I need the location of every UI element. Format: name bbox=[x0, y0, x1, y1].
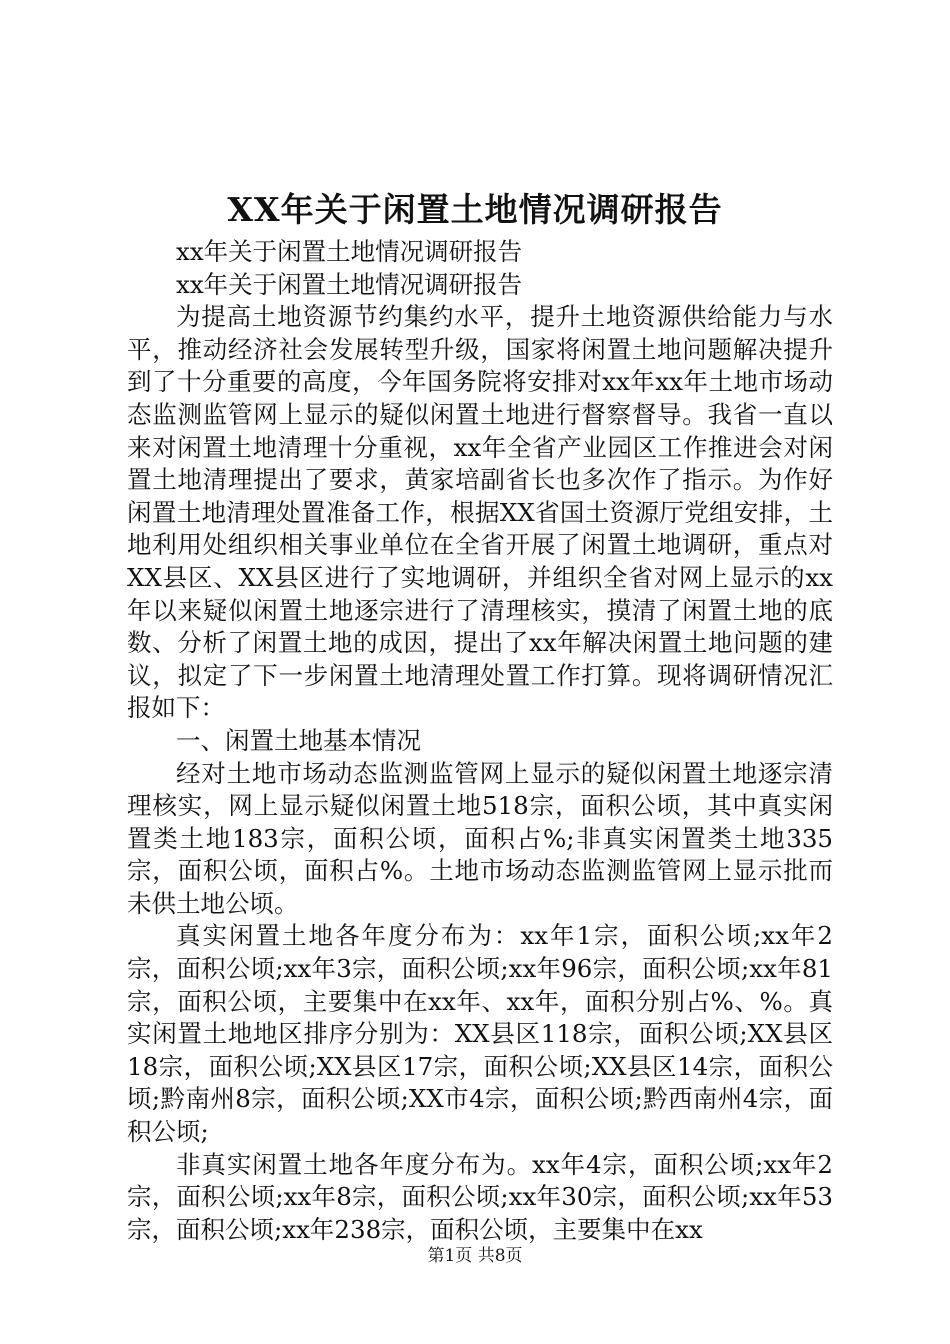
paragraph-overview: 经对土地市场动态监测监管网上显示的疑似闲置土地逐宗清理核实，网上显示疑似闲置土地518宗，面积公顷，其中真实闲置类土地183宗，面积公顷，面积占%;非真实闲置类土地335宗，面积公顷，面积占%。土地市场动态监测监管网上显示批而未供土地公顷。 bbox=[127, 758, 833, 918]
document-title: XX年关于闲置土地情况调研报告 bbox=[227, 190, 723, 229]
section-heading-1: 一、闲置土地基本情况 bbox=[176, 725, 421, 755]
page-footer: 第1页 共8页 bbox=[427, 1246, 523, 1266]
paragraph-non-real-idle: 非真实闲置土地各年度分布为。xx年4宗，面积公顷;xx年2宗，面积公顷;xx年8宗，面积公顷;xx年30宗，面积公顷;xx年53宗，面积公顷;xx年238宗，面积公顷，主要集中在xx bbox=[127, 1149, 833, 1244]
subtitle-line-2: xx年关于闲置土地情况调研报告 bbox=[176, 269, 523, 299]
intro-paragraph: 为提高土地资源节约集约水平，提升土地资源供给能力与水平，推动经济社会发展转型升级，国家将闲置土地问题解决提升到了十分重要的高度，今年国务院将安排对xx年xx年土地市场动态监测监管网上显示的疑似闲置土地进行督察督导。我省一直以来对闲置土地清理十分重视，xx年全省产业园区工作推进会对闲置土地清理提出了要求，黄家培副省长也多次作了指示。为作好闲置土地清理处置准备工作，根据XX省国土资源厅党组安排，土地利用处组织相关事业单位在全省开展了闲置土地调研，重点对XX县区、XX县区进行了实地调研，并组织全省对网上显示的xx年以来疑似闲置土地逐宗进行了清理核实，摸清了闲置土地的底数、分析了闲置土地的成因，提出了xx年解决闲置土地问题的建议，拟定了下一步闲置土地清理处置工作打算。现将调研情况汇报如下： bbox=[127, 302, 833, 723]
paragraph-real-idle: 真实闲置土地各年度分布为：xx年1宗，面积公顷;xx年2宗，面积公顷;xx年3宗，面积公顷;xx年96宗，面积公顷;xx年81宗，面积公顷，主要集中在xx年、xx年，面积分别占%、%。真实闲置土地地区排序分别为：XX县区118宗，面积公顷;XX县区18宗，面积公顷;XX县区17宗，面积公顷;XX县区14宗，面积公顷;黔南州8宗，面积公顷;XX市4宗，面积公顷;黔西南州4宗，面积公顷; bbox=[127, 921, 833, 1147]
document-body bbox=[127, 236, 833, 1246]
subtitle-line-1: xx年关于闲置土地情况调研报告 bbox=[176, 237, 523, 266]
